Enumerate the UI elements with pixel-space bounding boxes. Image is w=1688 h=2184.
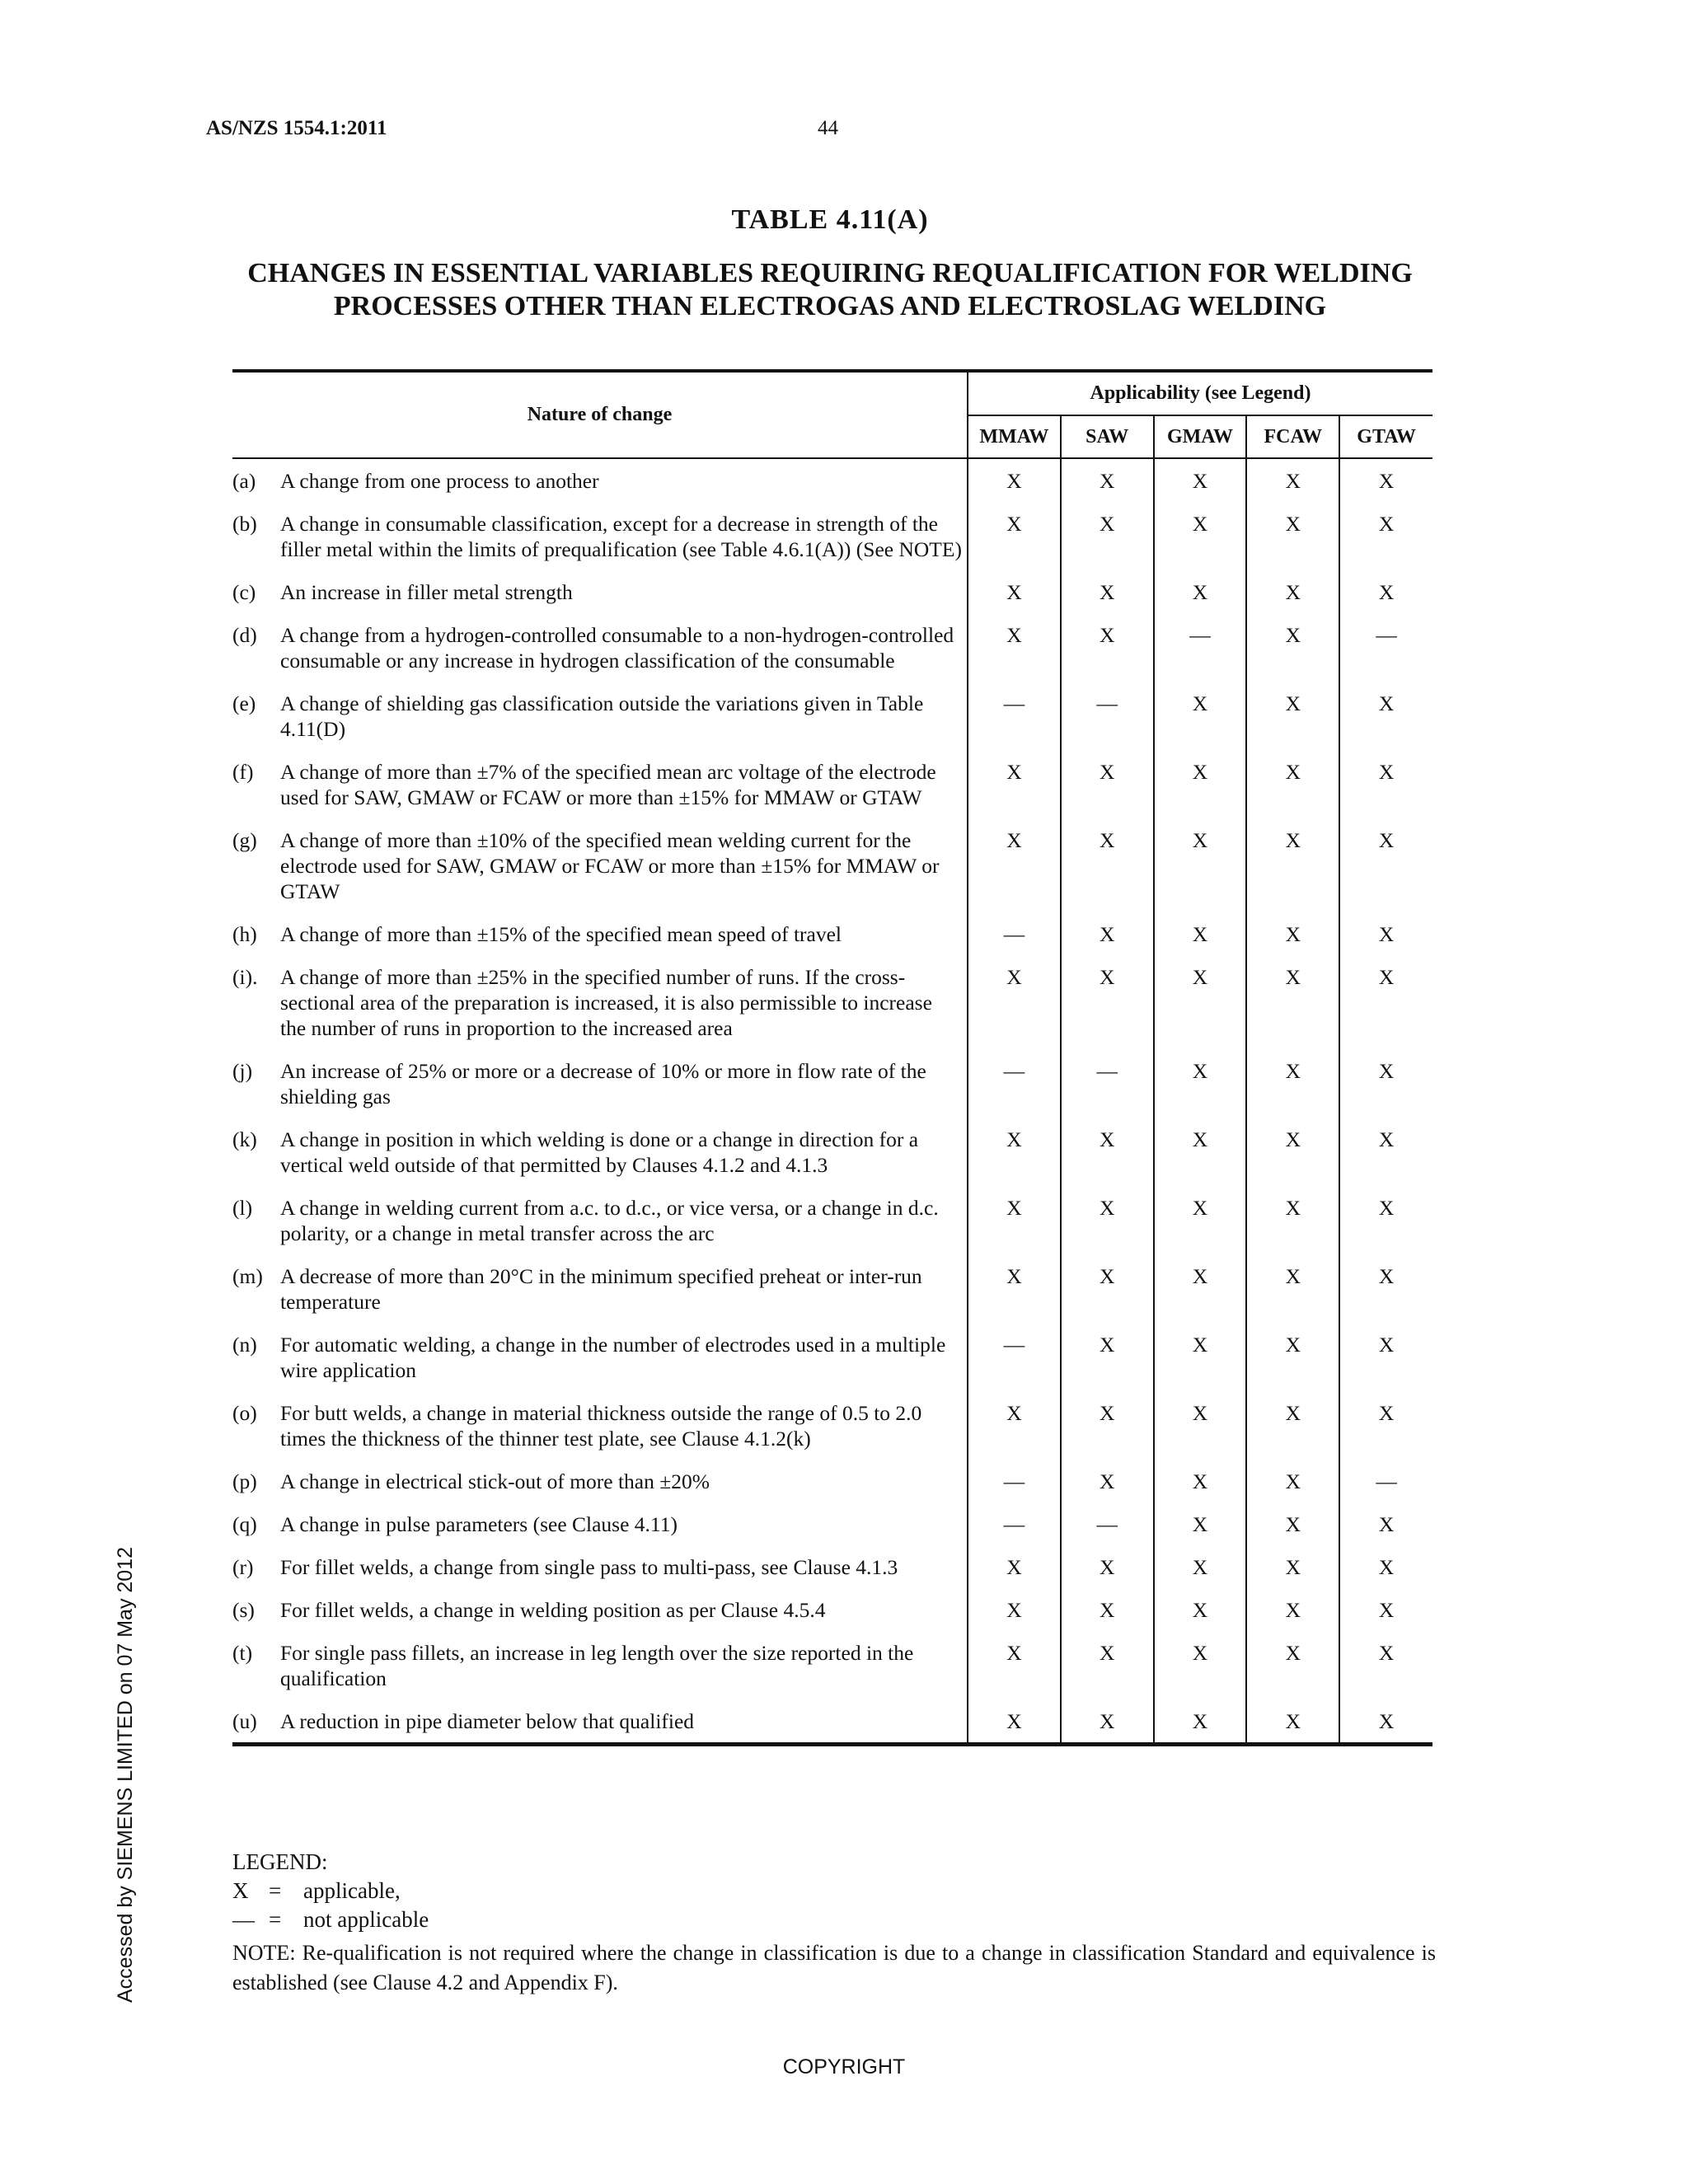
legend-meaning: applicable, (303, 1878, 401, 1903)
applicability-cell-saw: X (1061, 613, 1154, 682)
row-label: (e) (232, 691, 256, 715)
nature-cell (232, 613, 968, 682)
applicability-cell-gmaw: X (1154, 1545, 1247, 1588)
row-label: (a) (232, 469, 256, 493)
row-label: (q) (232, 1512, 257, 1536)
applicability-cell-gtaw: X (1378, 580, 1395, 604)
applicability-cell-saw: X (1061, 1254, 1154, 1323)
applicability-cell-fcaw: X (1246, 1254, 1339, 1323)
nature-cell (232, 1631, 968, 1699)
nature-cell (232, 682, 968, 750)
nature-cell (232, 1118, 968, 1186)
applicability-cell-mmaw: — (968, 1502, 1061, 1545)
nature-cell (232, 1049, 968, 1118)
applicability-cell-mmaw: X (968, 1391, 1061, 1460)
applicability-cell-gmaw: X (1154, 1391, 1247, 1460)
table-row (232, 912, 1432, 955)
process-header-fcaw: FCAW (1246, 415, 1339, 458)
row-description: A decrease of more than 20°C in the minimum specified preheat or inter-run temperature (280, 1264, 922, 1314)
table-row (232, 1118, 1432, 1186)
applicability-cell-mmaw: X (968, 750, 1061, 818)
row-label: (j) (232, 1059, 253, 1083)
applicability-cell-gmaw: X (1154, 912, 1247, 955)
legend (232, 1848, 429, 1934)
applicability-cell-gmaw: X (1154, 502, 1247, 570)
row-label: (l) (232, 1196, 253, 1220)
row-label: (m) (232, 1264, 263, 1288)
applicability-cell-fcaw: X (1246, 1186, 1339, 1254)
table-body (232, 458, 1432, 1745)
applicability-cell-saw: X (1061, 502, 1154, 570)
nature-cell (232, 570, 968, 613)
nature-cell (232, 1391, 968, 1460)
applicability-cell-fcaw: X (1246, 458, 1339, 502)
applicability-cell-gmaw: X (1154, 1118, 1247, 1186)
row-label: (c) (232, 580, 256, 604)
standard-designation: AS/NZS 1554.1:2011 (206, 117, 387, 139)
table-row (232, 613, 1432, 682)
applicability-cell-saw: X (1061, 818, 1154, 912)
applicability-cell-gmaw: X (1154, 1254, 1247, 1323)
row-label: (b) (232, 512, 257, 536)
applicability-cell-saw: X (1061, 1588, 1154, 1631)
applicability-cell-saw: X (1061, 1699, 1154, 1745)
applicability-cell-fcaw: X (1246, 570, 1339, 613)
applicability-cell-gtaw: X (1378, 828, 1395, 852)
row-description: For automatic welding, a change in the number of electrodes used in a multiple wire application (280, 1333, 946, 1382)
table-row (232, 1588, 1432, 1631)
applicability-cell-mmaw: X (968, 1699, 1061, 1745)
row-label: (f) (232, 760, 254, 784)
requalification-table (232, 369, 1432, 1746)
applicability-cell-fcaw: X (1246, 1588, 1339, 1631)
row-description: A change in consumable classification, except for a decrease in strength of the filler metal within the limits of prequalification (see Table 4.6.1(A)) (See NOTE) (280, 512, 962, 561)
applicability-cell-saw: X (1061, 458, 1154, 502)
applicability-cell-mmaw: X (968, 1631, 1061, 1699)
row-label: (s) (232, 1598, 255, 1622)
applicability-cell-gtaw: X (1378, 1401, 1395, 1425)
applicability-cell-gtaw: X (1378, 1127, 1395, 1151)
applicability-cell-gmaw: X (1154, 750, 1247, 818)
applicability-cell-gmaw: X (1154, 818, 1247, 912)
copyright-footer: COPYRIGHT (782, 2055, 906, 2079)
row-description: For fillet welds, a change in welding position as per Clause 4.5.4 (280, 1598, 826, 1622)
table-number: TABLE 4.11(A) (731, 204, 929, 235)
applicability-cell-mmaw: — (968, 1323, 1061, 1391)
applicability-cell-gmaw: X (1154, 1502, 1247, 1545)
applicability-cell-gmaw: X (1154, 1186, 1247, 1254)
row-description: A change in electrical stick-out of more than ±20% (280, 1469, 710, 1493)
applicability-cell-fcaw: X (1246, 682, 1339, 750)
applicability-cell-mmaw: X (968, 1545, 1061, 1588)
table-note: NOTE: Re-qualification is not required where the change in classification is due to a change in classification Standard and equivalence is established (see Clause 4.2 and Appendix F). (232, 1941, 1436, 1994)
row-label: (t) (232, 1641, 253, 1665)
applicability-cell-gtaw: X (1378, 1555, 1395, 1579)
table-row (232, 682, 1432, 750)
applicability-cell-saw: X (1061, 955, 1154, 1049)
legend-symbol: — (232, 1907, 255, 1932)
process-header-saw: SAW (1061, 415, 1154, 458)
applicability-cell-gtaw: X (1378, 1264, 1395, 1288)
applicability-cell-mmaw: X (968, 1118, 1061, 1186)
applicability-cell-saw: X (1061, 750, 1154, 818)
table-row (232, 458, 1432, 502)
row-label: (h) (232, 922, 257, 946)
row-description: For fillet welds, a change from single pass to multi-pass, see Clause 4.1.3 (280, 1555, 898, 1579)
nature-cell (232, 1588, 968, 1631)
row-description: A change of shielding gas classification outside the variations given in Table 4.11(D) (280, 691, 924, 741)
legend-meaning: not applicable (303, 1907, 429, 1932)
nature-cell (232, 750, 968, 818)
applicability-cell-gtaw: X (1378, 1333, 1395, 1357)
nature-cell (232, 1545, 968, 1588)
applicability-cell-fcaw: X (1246, 1699, 1339, 1745)
table-row (232, 1631, 1432, 1699)
applicability-cell-gmaw: X (1154, 1049, 1247, 1118)
applicability-cell-saw: X (1061, 570, 1154, 613)
applicability-cell-mmaw: — (968, 912, 1061, 955)
table-row (232, 570, 1432, 613)
applicability-cell-mmaw: — (968, 1049, 1061, 1118)
applicability-cell-fcaw: X (1246, 1323, 1339, 1391)
table-row (232, 1460, 1432, 1502)
applicability-cell-saw: — (1061, 1049, 1154, 1118)
row-label: (n) (232, 1333, 257, 1357)
applicability-cell-gmaw: X (1154, 1699, 1247, 1745)
applicability-cell-saw: X (1061, 1323, 1154, 1391)
table-row (232, 818, 1432, 912)
process-header-gmaw: GMAW (1154, 415, 1247, 458)
row-label: (r) (232, 1555, 254, 1579)
applicability-cell-mmaw: X (968, 1588, 1061, 1631)
applicability-cell-saw: X (1061, 1631, 1154, 1699)
applicability-cell-saw: X (1061, 1460, 1154, 1502)
applicability-cell-saw: — (1061, 682, 1154, 750)
applicability-cell-mmaw: X (968, 570, 1061, 613)
table-row (232, 1502, 1432, 1545)
row-description: A reduction in pipe diameter below that qualified (280, 1709, 695, 1733)
row-description: An increase of 25% or more or a decrease of 10% or more in flow rate of the shielding gas (280, 1059, 926, 1108)
applicability-cell-fcaw: X (1246, 613, 1339, 682)
applicability-cell-saw: X (1061, 912, 1154, 955)
applicability-cell-mmaw: X (968, 502, 1061, 570)
applicability-cell-fcaw: X (1246, 502, 1339, 570)
applicability-header: Applicability (see Legend) (968, 371, 1432, 415)
applicability-cell-gtaw: X (1378, 1512, 1395, 1536)
applicability-cell-gtaw: X (1378, 1709, 1395, 1733)
table-row (232, 502, 1432, 570)
applicability-cell-mmaw: — (968, 1460, 1061, 1502)
process-header-mmaw: MMAW (968, 415, 1061, 458)
legend-equals: = (269, 1878, 282, 1903)
applicability-cell-mmaw: X (968, 1254, 1061, 1323)
applicability-cell-gtaw: X (1378, 512, 1395, 536)
row-description: A change from a hydrogen-controlled consumable to a non-hydrogen-controlled consumable or any increase in hydrogen classification of the consumable (280, 623, 954, 673)
row-description: A change of more than ±25% in the specified number of runs. If the cross-sectional area of the preparation is increased, it is also permissible to increase the number of runs in proportion to the increased area (280, 965, 932, 1040)
applicability-cell-fcaw: X (1246, 955, 1339, 1049)
applicability-cell-mmaw: X (968, 458, 1061, 502)
row-description: For butt welds, a change in material thickness outside the range of 0.5 to 2.0 times the thickness of the thinner test plate, see Clause 4.1.2(k) (280, 1401, 922, 1451)
nature-cell (232, 818, 968, 912)
applicability-cell-gmaw: X (1154, 570, 1247, 613)
applicability-cell-fcaw: X (1246, 1391, 1339, 1460)
table-title: CHANGES IN ESSENTIAL VARIABLES REQUIRING REQUALIFICATION FOR WELDING PROCESSES OTHER THAN ELECTROGAS AND ELECTROSLAG WELDING (247, 258, 1413, 321)
legend-heading: LEGEND: (232, 1849, 328, 1874)
applicability-cell-mmaw: X (968, 613, 1061, 682)
row-label: (p) (232, 1469, 257, 1493)
applicability-cell-gmaw: X (1154, 1588, 1247, 1631)
legend-equals: = (269, 1907, 282, 1932)
table-row (232, 1186, 1432, 1254)
applicability-cell-fcaw: X (1246, 750, 1339, 818)
nature-cell (232, 912, 968, 955)
row-label: (k) (232, 1127, 257, 1151)
applicability-cell-gmaw: X (1154, 458, 1247, 502)
applicability-cell-gmaw: X (1154, 1631, 1247, 1699)
access-watermark: Accessed by SIEMENS LIMITED on 07 May 2012 (114, 1546, 137, 2003)
applicability-cell-gtaw: X (1378, 1196, 1395, 1220)
applicability-cell-gtaw: X (1378, 1598, 1395, 1622)
applicability-cell-gmaw: X (1154, 1323, 1247, 1391)
nature-cell (232, 1460, 968, 1502)
legend-symbol: X (232, 1878, 249, 1903)
row-description: A change from one process to another (280, 469, 599, 493)
applicability-cell-fcaw: X (1246, 912, 1339, 955)
applicability-cell-fcaw: X (1246, 1049, 1339, 1118)
row-label: (o) (232, 1401, 257, 1425)
applicability-cell-gtaw: X (1378, 1641, 1395, 1665)
applicability-cell-fcaw: X (1246, 1502, 1339, 1545)
legend-item (232, 1877, 429, 1905)
applicability-cell-mmaw: X (968, 1186, 1061, 1254)
applicability-cell-gtaw: X (1378, 965, 1395, 989)
applicability-cell-gtaw: X (1378, 1059, 1395, 1083)
page-number: 44 (818, 117, 838, 139)
applicability-cell-saw: X (1061, 1391, 1154, 1460)
applicability-cell-fcaw: X (1246, 1545, 1339, 1588)
legend-item (232, 1905, 429, 1934)
applicability-cell-saw: X (1061, 1186, 1154, 1254)
applicability-cell-gtaw: X (1378, 760, 1395, 784)
applicability-cell-gtaw: — (1376, 1469, 1397, 1493)
row-description: A change in position in which welding is done or a change in direction for a vertical weld outside of that permitted by Clauses 4.1.2 and 4.1.3 (280, 1127, 919, 1177)
nature-cell (232, 1699, 968, 1745)
table-row (232, 1545, 1432, 1588)
nature-cell (232, 1323, 968, 1391)
applicability-cell-mmaw: — (968, 682, 1061, 750)
row-label: (i). (232, 965, 258, 989)
nature-cell (232, 955, 968, 1049)
row-label: (d) (232, 623, 257, 647)
nature-cell (232, 1254, 968, 1323)
nature-cell (232, 1502, 968, 1545)
applicability-cell-saw: X (1061, 1118, 1154, 1186)
row-label: (g) (232, 828, 257, 852)
row-label: (u) (232, 1709, 257, 1733)
applicability-cell-gmaw: X (1154, 682, 1247, 750)
row-description: A change in pulse parameters (see Clause 4.11) (280, 1512, 678, 1536)
applicability-cell-fcaw: X (1246, 1631, 1339, 1699)
table-row (232, 1323, 1432, 1391)
applicability-cell-mmaw: X (968, 818, 1061, 912)
applicability-cell-mmaw: X (968, 955, 1061, 1049)
table-row (232, 750, 1432, 818)
applicability-cell-fcaw: X (1246, 818, 1339, 912)
table-row (232, 1391, 1432, 1460)
process-header-gtaw: GTAW (1357, 425, 1416, 448)
applicability-cell-gtaw: X (1378, 922, 1395, 946)
applicability-cell-gmaw: — (1154, 613, 1247, 682)
applicability-cell-gmaw: X (1154, 955, 1247, 1049)
row-description: A change of more than ±15% of the specified mean speed of travel (280, 922, 842, 946)
applicability-cell-fcaw: X (1246, 1460, 1339, 1502)
row-description: For single pass fillets, an increase in leg length over the size reported in the qualification (280, 1641, 914, 1690)
row-description: A change of more than ±7% of the specified mean arc voltage of the electrode used for SAW, GMAW or FCAW or more than ±15% for MMAW or GTAW (280, 760, 936, 809)
applicability-cell-gmaw: X (1154, 1460, 1247, 1502)
row-description: A change of more than ±10% of the specified mean welding current for the electrode used for SAW, GMAW or FCAW or more than ±15% for MMAW or GTAW (280, 828, 940, 903)
nature-of-change-header: Nature of change (232, 371, 968, 458)
nature-cell (232, 502, 968, 570)
applicability-cell-fcaw: X (1246, 1118, 1339, 1186)
applicability-cell-gtaw: X (1378, 469, 1395, 493)
table-row (232, 1254, 1432, 1323)
nature-cell (232, 1186, 968, 1254)
row-description: A change in welding current from a.c. to d.c., or vice versa, or a change in d.c. polarity, or a change in metal transfer across the arc (280, 1196, 939, 1245)
applicability-cell-gtaw: — (1376, 623, 1397, 647)
applicability-cell-saw: X (1061, 1545, 1154, 1588)
nature-cell (232, 458, 968, 502)
table-row (232, 955, 1432, 1049)
table-row (232, 1699, 1432, 1745)
table-row (232, 1049, 1432, 1118)
row-description: An increase in filler metal strength (280, 580, 573, 604)
applicability-cell-saw: — (1061, 1502, 1154, 1545)
applicability-cell-gtaw: X (1378, 691, 1395, 715)
